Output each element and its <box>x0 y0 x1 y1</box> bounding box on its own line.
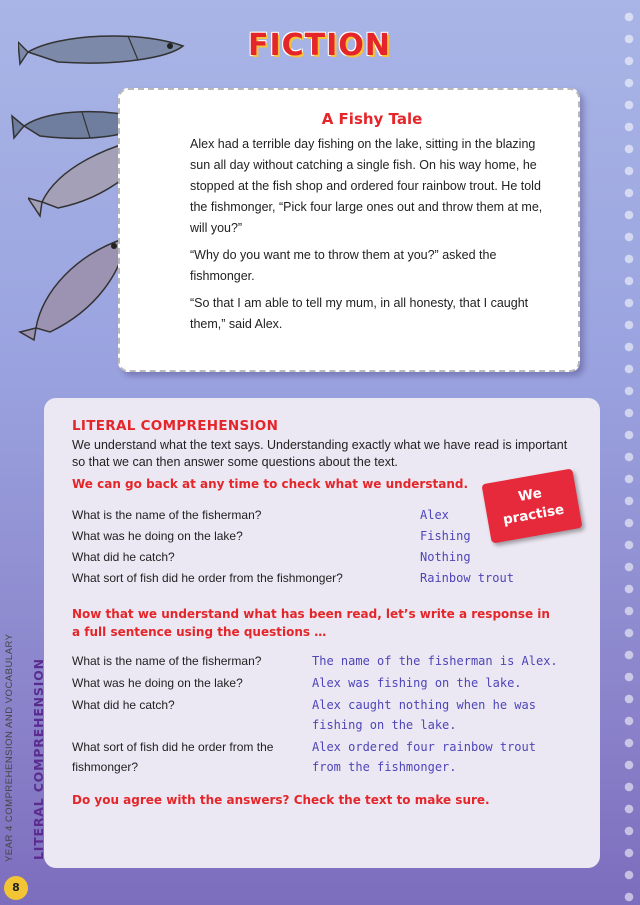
comprehension-panel <box>44 398 600 868</box>
instruction-text: Now that we understand what has been read, let’s write a response in a full sentence using the questions … <box>72 607 550 639</box>
decorative-dots <box>614 0 640 905</box>
page-title: FICTION <box>248 28 391 63</box>
answer-text: Rainbow trout <box>420 571 514 585</box>
short-qa-row <box>72 547 574 568</box>
section-heading: LITERAL COMPREHENSION <box>72 418 279 434</box>
closing-text: Do you agree with the answers? Check the text to make sure. <box>72 793 490 807</box>
fish-illustration-1 <box>18 24 198 74</box>
story-card <box>118 88 580 372</box>
question-text: What did he catch? <box>72 698 175 712</box>
story-paragraph: “Why do you want me to throw them at you?” asked the fishmonger. <box>190 248 497 283</box>
page-number: 8 <box>4 876 28 900</box>
badge-line: We <box>517 485 544 506</box>
question-text: What was he doing on the lake? <box>72 529 243 543</box>
short-qa-row <box>72 568 574 589</box>
full-qa-row <box>72 673 574 693</box>
full-qa-row <box>72 737 574 777</box>
section-side-label: LITERAL COMPREHENSION <box>31 658 46 860</box>
answer-text: Alex <box>420 508 449 522</box>
page-title-wrap <box>248 28 391 74</box>
story-title: A Fishy Tale <box>321 110 423 128</box>
question-text: What did he catch? <box>72 550 175 564</box>
intro-text: We understand what the text says. Understanding exactly what we have read is important so that we can then answer some questions about the text. <box>72 438 568 469</box>
answer-text: Alex ordered four rainbow trout from the fishmonger. <box>312 740 536 774</box>
full-answer-list <box>72 651 574 777</box>
answer-text: The name of the fisherman is Alex. <box>312 654 558 668</box>
full-qa-row <box>72 651 574 671</box>
answer-text: Alex was fishing on the lake. <box>312 676 522 690</box>
story-paragraph: “So that I am able to tell my mum, in all honesty, that I caught them,” said Alex. <box>190 296 529 331</box>
question-text: What sort of fish did he order from the fishmonger? <box>72 571 343 585</box>
story-body <box>190 134 554 335</box>
answer-text: Fishing <box>420 529 471 543</box>
question-text: What was he doing on the lake? <box>72 676 243 690</box>
story-paragraph: Alex had a terrible day fishing on the lake, sitting in the blazing sun all day without catching a single fish. On his way home, he stopped at the fish shop and ordered four rainbow trout. He told the fishmonger, “Pick four large ones out and throw them at me, will you?” <box>190 137 543 235</box>
question-text: What sort of fish did he order from the fishmonger? <box>72 740 274 774</box>
book-series-label: YEAR 4 COMPREHENSION AND VOCABULARY <box>4 633 15 862</box>
reminder-text: We can go back at any time to check what we understand. <box>72 477 469 491</box>
answer-text: Alex caught nothing when he was fishing on the lake. <box>312 698 536 732</box>
answer-text: Nothing <box>420 550 471 564</box>
question-text: What is the name of the fisherman? <box>72 508 262 522</box>
badge-line: practise <box>501 501 566 529</box>
full-qa-row <box>72 695 574 735</box>
question-text: What is the name of the fisherman? <box>72 654 262 668</box>
